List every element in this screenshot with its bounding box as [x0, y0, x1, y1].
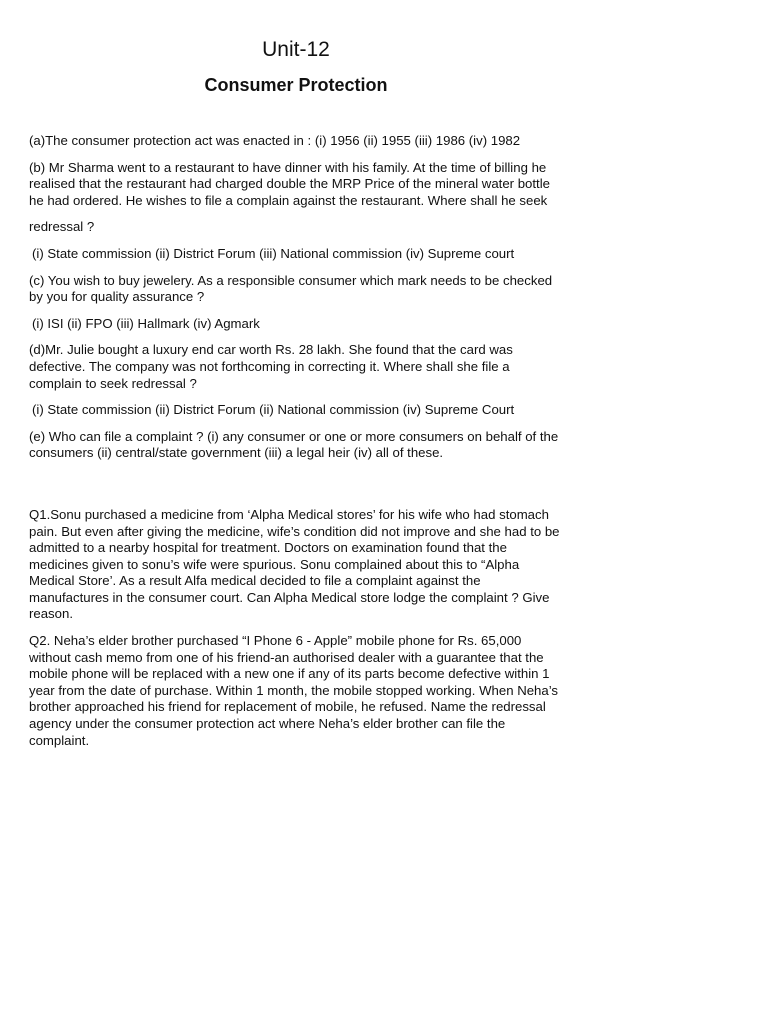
- unit-heading: Unit-12: [262, 38, 330, 61]
- question-list: [29, 133, 563, 759]
- question-e: (e) Who can file a complaint ? (i) any consumer or one or more consumers on behalf of the consumers (ii) central/state government (iii) a legal heir (iv) all of these.: [29, 428, 559, 461]
- question-c: (c) You wish to buy jewelery. As a responsible consumer which mark needs to be checked by you for quality assurance ?: [29, 272, 553, 305]
- question-b-options: (i) State commission (ii) District Forum (iii) National commission (iv) Supreme court: [32, 245, 515, 261]
- question-b-continued: redressal ?: [29, 219, 95, 235]
- section-spacer: [29, 472, 563, 507]
- question-d-options: (i) State commission (ii) District Forum (ii) National commission (iv) Supreme Court: [32, 402, 515, 418]
- page-title: Consumer Protection: [204, 75, 388, 95]
- question-c-options: (i) ISI (ii) FPO (iii) Hallmark (iv) Agmark: [32, 315, 260, 331]
- question-a: (a)The consumer protection act was enacted in : (i) 1956 (ii) 1955 (iii) 1986 (iv) 1982: [29, 133, 521, 148]
- question-d: (d)Mr. Julie bought a luxury end car worth Rs. 28 lakh. She found that the card was defective. The company was not forthcoming in correcting it. Where shall she file a complain to seek redressal ?: [29, 342, 513, 391]
- question-q1: Q1.Sonu purchased a medicine from ‘Alpha Medical stores’ for his wife who had stomach pain. But even after giving the medicine, wife’s condition did not improve and she had to be admitted to a nearby hospital for treatment. Doctors on examination found that the medicines given to sonu’s wife were spurious. Sonu complained about this to “Alpha Medical Store’. As a result Alfa medical decided to file a complaint against the manufactures in the consumer court. Can Alpha Medical store lodge the complaint ? Give reason.: [29, 506, 560, 622]
- question-q2: Q2. Neha’s elder brother purchased “I Phone 6 - Apple” mobile phone for Rs. 65,000 without cash memo from one of his friend-an authorised dealer with a guarantee that the mobile phone will be replaced with a new one if any of its parts become defective within 1 year from the date of purchase. Within 1 month, the mobile stopped working. When Neha’s brother approached his friend for replacement of mobile, he refused. Name the redressal agency under the consumer protection act where Neha’s elder brother can file the complaint.: [29, 633, 559, 748]
- question-b: (b) Mr Sharma went to a restaurant to have dinner with his family. At the time of billing he realised that the restaurant had charged double the MRP Price of the mineral water bottle he had ordered. He wishes to file a complain against the restaurant. Where shall he seek: [29, 159, 550, 208]
